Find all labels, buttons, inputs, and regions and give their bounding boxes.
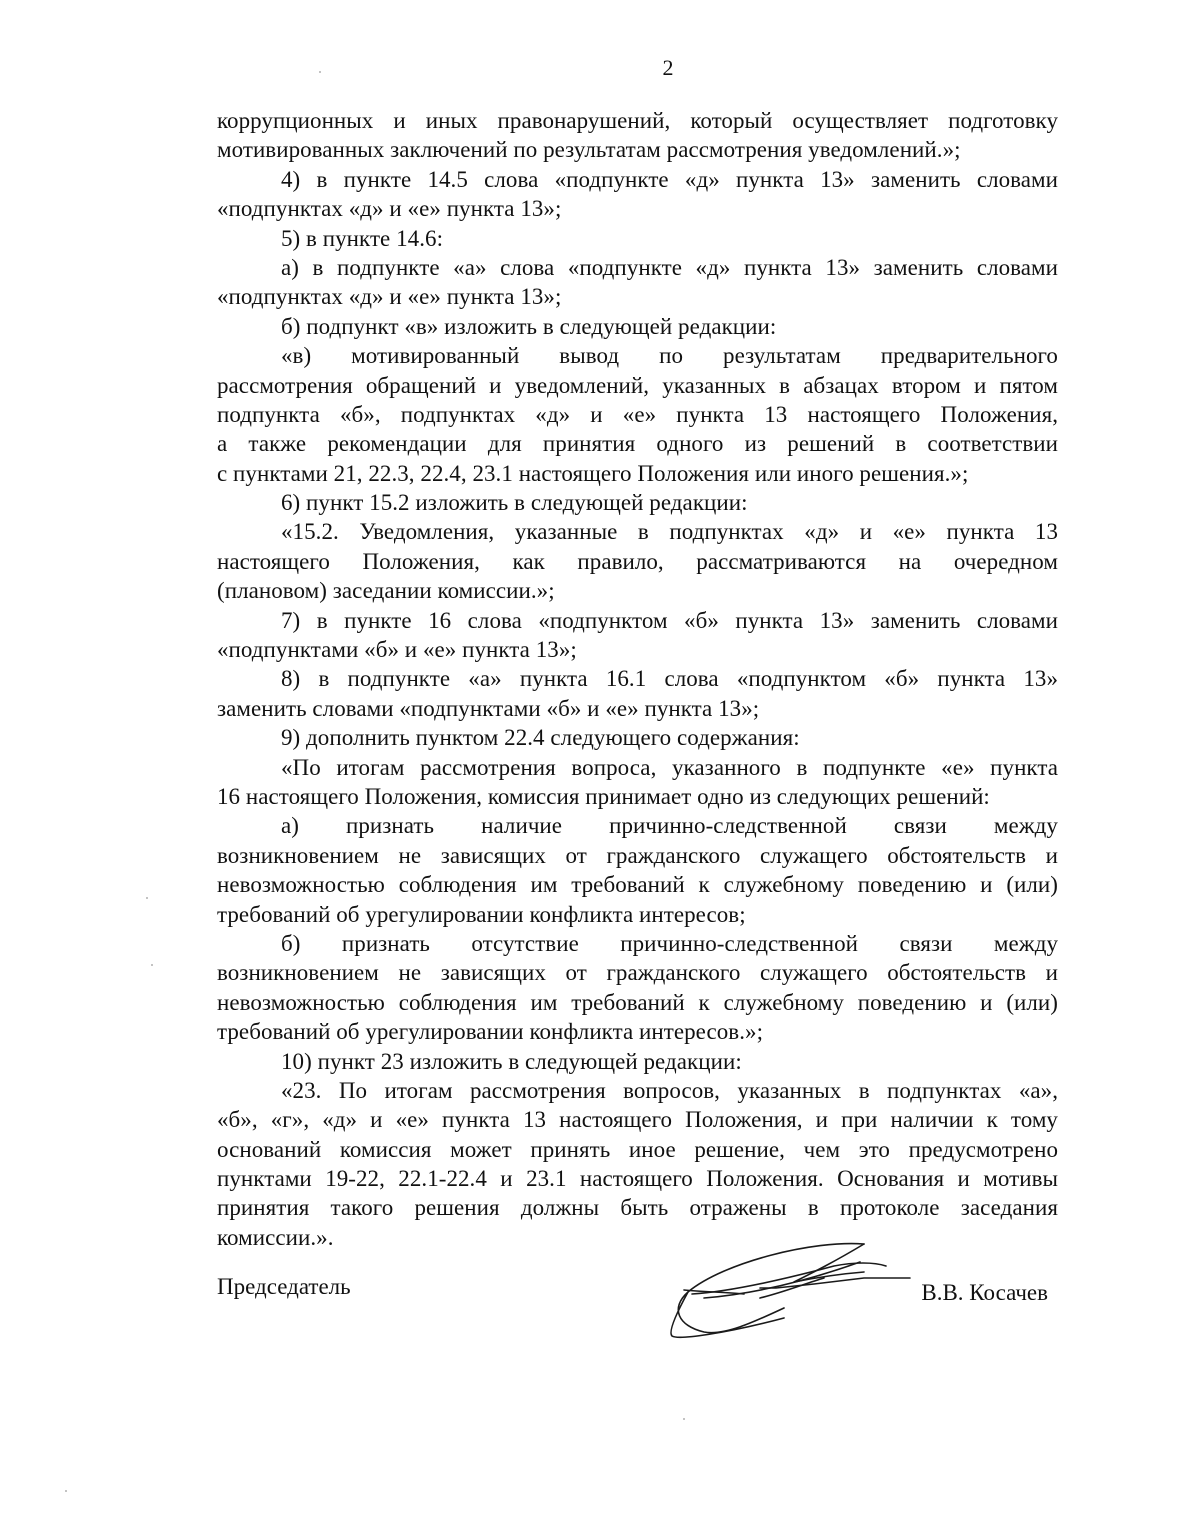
text-line: «в) мотивированный вывод по результатам предварительного (281, 343, 1058, 369)
text-line: невозможностью соблюдения им требований к служебному поведению и (или) (217, 872, 1058, 898)
text-line: «б», «г», «д» и «е» пункта 13 настоящего Положения, и при наличии к тому (217, 1107, 1058, 1133)
scan-speck (65, 1490, 67, 1492)
scan-speck (319, 71, 321, 73)
text-line: «23. По итогам рассмотрения вопросов, указанных в подпунктах «а», (281, 1077, 1058, 1103)
text-line: а) в подпункте «а» слова «подпункте «д» пункта 13» заменить словами (281, 254, 1058, 280)
text-line: б) подпункт «в» изложить в следующей редакции: (281, 313, 777, 339)
text-line: мотивированных заключений по результатам рассмотрения уведомлений.»; (217, 137, 961, 163)
text-line: «подпунктах «д» и «е» пункта 13»; (217, 284, 562, 310)
scan-speck (683, 1418, 685, 1420)
signatory-name: В.В. Косачев (921, 1280, 1048, 1305)
text-line: 10) пункт 23 изложить в следующей редакции: (281, 1048, 742, 1074)
text-line: комиссии.». (217, 1224, 334, 1250)
text-line: возникновением не зависящих от гражданского служащего обстоятельств и (217, 960, 1058, 986)
page-number (0, 56, 1200, 80)
text-line: «подпунктами «б» и «е» пункта 13»; (217, 637, 577, 663)
text-line: рассмотрения обращений и уведомлений, указанных в абзацах втором и пятом (217, 372, 1058, 398)
text-line: 4) в пункте 14.5 слова «подпункте «д» пункта 13» заменить словами (281, 166, 1058, 192)
scan-speck (151, 964, 153, 966)
text-line: с пунктами 21, 22.3, 22.4, 23.1 настоящего Положения или иного решения.»; (217, 460, 969, 486)
text-line: 9) дополнить пунктом 22.4 следующего содержания: (281, 725, 800, 751)
text-line: заменить словами «подпунктами «б» и «е» пункта 13»; (217, 695, 760, 721)
text-line: «15.2. Уведомления, указанные в подпунктах «д» и «е» пункта 13 (281, 519, 1058, 545)
text-line: 5) в пункте 14.6: (281, 225, 444, 251)
text-line: подпункта «б», подпунктах «д» и «е» пункта 13 настоящего Положения, (217, 401, 1058, 427)
text-line: б) признать отсутствие причинно-следственной связи между (281, 930, 1058, 956)
text-line: «По итогам рассмотрения вопроса, указанного в подпункте «е» пункта (281, 754, 1058, 780)
text-line: (плановом) заседании комиссии.»; (217, 578, 555, 604)
text-line: 16 настоящего Положения, комиссия принимает одно из следующих решений: (217, 783, 990, 809)
text-line: «подпунктах «д» и «е» пункта 13»; (217, 196, 562, 222)
text-line: оснований комиссия может принять иное решение, чем это предусмотрено (217, 1136, 1058, 1162)
signatory-title: Председатель (217, 1274, 351, 1299)
text-line: 8) в подпункте «а» пункта 16.1 слова «подпунктом «б» пункта 13» (281, 666, 1058, 692)
text-line: настоящего Положения, как правило, рассматриваются на очередном (217, 548, 1058, 574)
scan-speck (146, 897, 148, 899)
text-line: требований об урегулировании конфликта интересов; (217, 901, 746, 927)
text-line: возникновением не зависящих от гражданского служащего обстоятельств и (217, 842, 1058, 868)
text-line: невозможностью соблюдения им требований к служебному поведению и (или) (217, 989, 1058, 1015)
text-line: 6) пункт 15.2 изложить в следующей редакции: (281, 490, 748, 516)
text-line: а также рекомендации для принятия одного из решений в соответствии (217, 431, 1058, 457)
text-line: 7) в пункте 16 слова «подпунктом «б» пункта 13» заменить словами (281, 607, 1058, 633)
signature-row (217, 1272, 1058, 1312)
text-line: а) признать наличие причинно-следственной связи между (281, 813, 1058, 839)
text-line: требований об урегулировании конфликта интересов.»; (217, 1019, 764, 1045)
page-number-text: 2 (662, 55, 674, 80)
text-line: коррупционных и иных правонарушений, который осуществляет подготовку (217, 108, 1058, 133)
text-line: принятия такого решения должны быть отражены в протоколе заседания (217, 1195, 1058, 1221)
text-line: пунктами 19-22, 22.1-22.4 и 23.1 настоящего Положения. Основания и мотивы (217, 1166, 1058, 1192)
document-body (217, 106, 1058, 1252)
